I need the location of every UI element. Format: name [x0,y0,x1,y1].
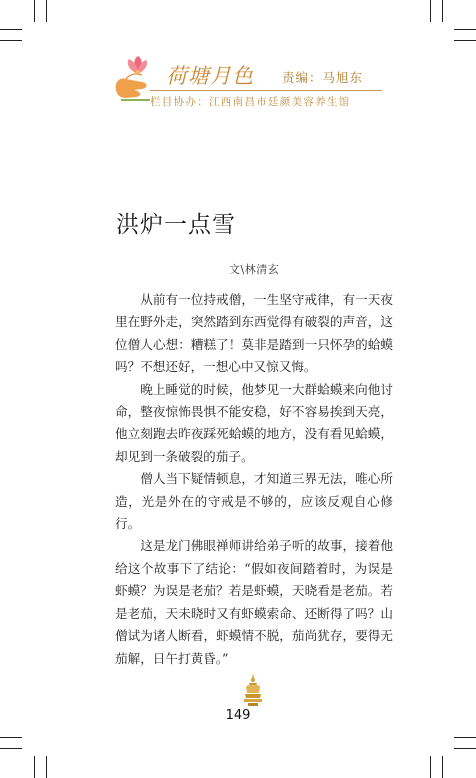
cosponsor-credit: 栏目协办：江西南昌市廷颜美容养生馆 [150,96,351,108]
editor-credit: 责编：马旭东 [282,70,364,85]
article-title: 洪炉一点雪 [116,212,236,238]
header-divider [150,90,382,91]
paragraph: 晚上睡觉的时候，他梦见一大群蛤蟆来向他讨命，整夜惊怖畏惧不能安稳，好不容易挨到天亮，他立刻跑去昨夜踩死蛤蟆的地方，没有看见蛤蟆，却见到一条破裂的茄子。 [115,381,393,464]
page-number: 149 [225,708,251,723]
stupa-emblem-icon [242,672,264,708]
paragraph: 从前有一位持戒僧，一生坚守戒律，有一天夜里在野外走，突然踏到东西觉得有破裂的声音，这位僧人心想：糟糕了！莫非是踏到一只怀孕的蛤蟆吗？不想还好，一想心中又惊又悔。 [115,292,393,375]
paragraph: 僧人当下疑情顿息，才知道三界无法，唯心所造，光是外在的守戒是不够的，应该反观自心修行。 [115,471,393,532]
article-byline: 文\林清玄 [229,263,280,276]
paragraph: 这是龙门佛眼禅师讲给弟子听的故事，接着他给这个故事下了结论：“假如夜间踏着时，为误是虾蟆？为误是老茄？若是虾蟆，天晓看是老茄。若是老茄，天未晓时又有虾蟆索命、还断得了吗？山僧试为诸人断看，虾蟆情不脱，茄尚犹存，要得无茄解，日午打黄昏。” [115,538,393,666]
article-body [115,289,393,670]
column-title: 荷塘月色 [166,64,254,88]
